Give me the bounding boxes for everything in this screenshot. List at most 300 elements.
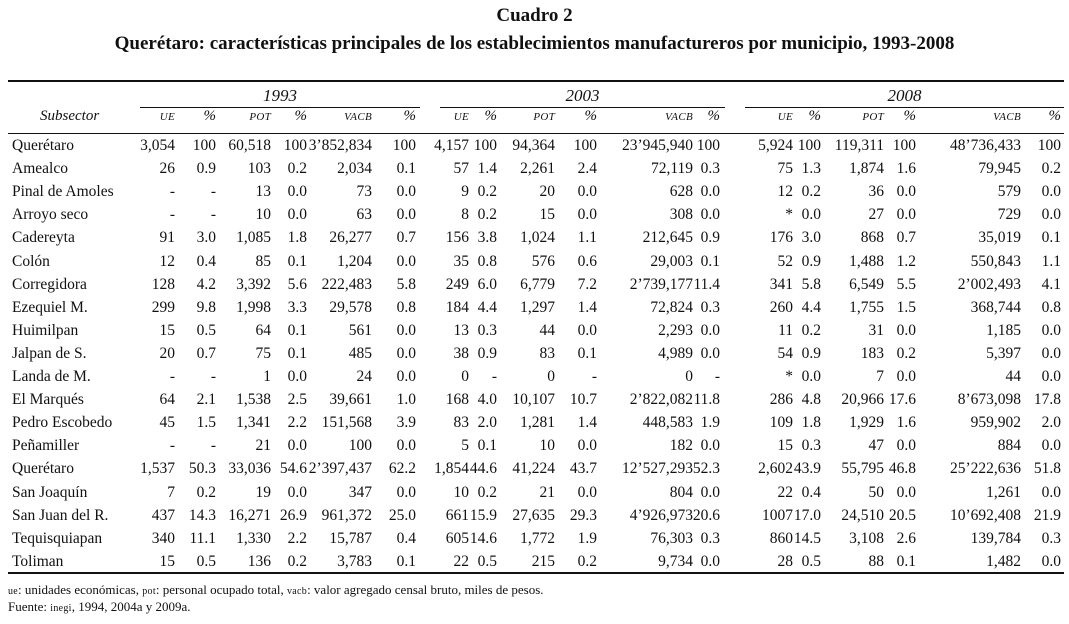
table-cell: 88 [868, 552, 884, 570]
table-cell: - [169, 183, 175, 201]
municipio-name: Amealco [12, 160, 68, 178]
table-cell: 3.0 [196, 229, 216, 247]
table-cell: 100 [392, 137, 416, 154]
table-cell: 2.0 [1041, 414, 1061, 432]
municipio-name: Pinal de Amoles [12, 183, 114, 201]
table-cell: 46.8 [888, 460, 916, 478]
year-label-2008: 2008 [887, 86, 922, 105]
table-cell: 76,303 [650, 529, 693, 547]
table-cell: 10 [539, 437, 555, 455]
year-rule-1993 [140, 107, 420, 108]
header-col-9: POT [533, 111, 555, 123]
table-cell: 28 [777, 552, 793, 570]
table-cell: 72,824 [650, 298, 693, 316]
table-cell: 0.0 [896, 183, 916, 201]
table-cell: 0.0 [801, 368, 821, 385]
table-cell: 9.8 [196, 298, 216, 316]
table-cell: 1,330 [236, 529, 271, 547]
table-cell: 1.5 [896, 298, 916, 316]
table-cell: 2’397,437 [308, 460, 372, 478]
table-cell: 33,036 [228, 460, 271, 478]
table-cell: 10.7 [569, 391, 597, 409]
table-cell: - [210, 206, 216, 224]
table-cell: 0.0 [1041, 344, 1061, 362]
year-label-1993: 1993 [263, 86, 297, 105]
table-cell: 4.1 [1041, 275, 1061, 293]
table-cell: 0.0 [287, 368, 307, 385]
header-col-3: POT [249, 111, 271, 123]
table-cell: 4.8 [801, 391, 821, 409]
table-cell: 0.0 [577, 483, 597, 501]
table-cell: 2.5 [287, 391, 307, 409]
table-cell: 6.0 [477, 275, 497, 293]
table-cell: 299 [151, 298, 175, 316]
table-cell: 3,783 [337, 552, 372, 570]
table-cell: 215 [531, 552, 555, 570]
table-cell: 5.6 [287, 275, 307, 293]
table-cell: 0.0 [801, 206, 821, 224]
table-cell: 0.2 [196, 483, 216, 501]
table-cell: 0.0 [396, 437, 416, 455]
table-cell: 868 [860, 229, 884, 247]
table-cell: 0.2 [801, 183, 821, 201]
abbreviations-note [8, 582, 544, 598]
table-cell: 12 [159, 252, 175, 270]
table-cell: 0.1 [896, 552, 916, 570]
table-cell: 8’673,098 [957, 391, 1021, 409]
municipio-name: Querétaro [12, 137, 74, 154]
table-cell: 8 [461, 206, 469, 224]
table-cell: 17.0 [793, 506, 821, 524]
municipio-name: Huimilpan [12, 321, 79, 339]
table-cell: 100 [797, 137, 821, 154]
table-cell: 100 [348, 437, 372, 455]
municipio-name: San Juan del R. [12, 506, 109, 524]
table-cell: 156 [445, 229, 469, 247]
table-cell: 1.4 [477, 160, 497, 178]
table-cell: 24 [356, 368, 372, 385]
table-cell: 5,924 [758, 137, 793, 154]
table-cell: 11 [778, 321, 793, 339]
table-cell: 5,397 [986, 344, 1021, 362]
table-cell: 35,019 [978, 229, 1021, 247]
table-cell: 6,549 [849, 275, 884, 293]
table-cell: 448,583 [642, 414, 693, 432]
table-cell: 17.6 [888, 391, 916, 409]
table-cell: 2.4 [577, 160, 597, 178]
table-cell: 16,271 [228, 506, 271, 524]
table-cell: 0.0 [1041, 483, 1061, 501]
table-cell: 25’222,636 [949, 460, 1021, 478]
table-cell: 1.8 [801, 414, 821, 432]
header-col-2: % [203, 108, 216, 124]
table-cell: 51.8 [1033, 460, 1061, 478]
table-cell: 5 [461, 437, 469, 455]
table-cell: 2,034 [337, 160, 372, 178]
table-cell: 576 [531, 252, 555, 270]
table-cell: 15,787 [329, 529, 372, 547]
table-cell: 15 [539, 206, 555, 224]
table-cell: 0.1 [700, 252, 720, 270]
municipio-name: Peñamiller [12, 437, 80, 455]
abbr-ue-text: : unidades económicas, [18, 582, 143, 597]
table-cell: 1.2 [896, 252, 916, 270]
table-cell: 63 [356, 206, 372, 224]
table-cell: 119,311 [834, 137, 884, 154]
table-cell: 2’739,177 [629, 275, 693, 293]
table-cell: 1.9 [700, 414, 720, 432]
table-cell: - [714, 368, 720, 385]
table-cell: 961,372 [321, 506, 372, 524]
table-cell: 15.9 [469, 506, 497, 524]
table-cell: 0.0 [700, 183, 720, 201]
table-cell: 1.8 [287, 229, 307, 247]
table-cell: 26 [159, 160, 175, 178]
abbr-vacb-text: : valor agregado censal bruto, miles de pesos. [307, 582, 544, 597]
table-cell: 1.6 [896, 414, 916, 432]
table-cell: 26,277 [329, 229, 372, 247]
municipio-name: San Joaquín [12, 483, 88, 501]
table-cell: 75 [255, 344, 271, 362]
table-cell: 20.5 [888, 506, 916, 524]
table-cell: 561 [348, 321, 372, 339]
table-cell: 12’527,293 [621, 460, 693, 478]
table-cell: 151,568 [321, 414, 372, 432]
table-cell: 1,185 [986, 321, 1021, 339]
table-title: Cuadro 2 [496, 5, 573, 26]
table-cell: 128 [151, 275, 175, 293]
table-cell: 605 [445, 529, 469, 547]
table-cell: 27 [868, 206, 884, 224]
table-cell: 0.2 [477, 206, 497, 224]
table-cell: 0.2 [896, 344, 916, 362]
table-cell: 48’736,433 [949, 137, 1021, 154]
table-cell: 0.0 [396, 368, 416, 385]
municipio-name: Pedro Escobedo [12, 414, 113, 432]
table-cell: 1,488 [849, 252, 884, 270]
source-inegi: inegi [50, 603, 72, 614]
table-cell: 1.1 [1041, 252, 1061, 270]
source-label: Fuente: [8, 599, 51, 614]
table-cell: 72,119 [650, 160, 693, 178]
table-cell: 44 [539, 321, 555, 339]
table-cell: 1,772 [520, 529, 555, 547]
table-cell: 1,297 [520, 298, 555, 316]
source-rest: , 1994, 2004a y 2009a. [71, 599, 191, 614]
table-cell: 0.0 [700, 483, 720, 501]
table-cell: 0.0 [700, 552, 720, 570]
table-cell: 3,108 [849, 529, 884, 547]
table-cell: 3,054 [140, 137, 175, 154]
table-cell: 13 [255, 183, 271, 201]
table-cell: * [785, 368, 793, 385]
table-cell: 3.3 [287, 298, 307, 316]
table-cell: 0.4 [801, 483, 821, 501]
year-label-2003: 2003 [565, 86, 600, 105]
year-rule-2003 [440, 107, 725, 108]
table-cell: 1007 [762, 506, 793, 524]
table-cell: 804 [669, 483, 693, 501]
table-cell: 13 [453, 321, 469, 339]
table-cell: - [210, 437, 216, 455]
table-cell: 52 [777, 252, 793, 270]
table-cell: 550,843 [970, 252, 1021, 270]
table-cell: 0.0 [1041, 321, 1061, 339]
table-cell: 1,929 [849, 414, 884, 432]
table-cell: 14.3 [188, 506, 216, 524]
table-cell: 22 [777, 483, 793, 501]
table-cell: 2’822,082 [629, 391, 693, 409]
table-cell: 14.6 [469, 529, 497, 547]
municipio-name: Corregidora [12, 275, 87, 293]
table-cell: 347 [348, 483, 372, 501]
table-cell: 0.9 [477, 344, 497, 362]
table-cell: 15 [159, 321, 175, 339]
table-cell: 2.2 [287, 529, 307, 547]
municipio-name: Arroyo seco [12, 206, 89, 224]
table-cell: 4’926,973 [629, 506, 693, 524]
table-cell: - [591, 368, 597, 385]
table-cell: 0.1 [396, 160, 416, 178]
table-cell: 661 [445, 506, 469, 524]
table-cell: - [210, 368, 216, 385]
table-cell: 0.5 [196, 321, 216, 339]
table-cell: 64 [159, 391, 175, 409]
table-cell: - [491, 368, 497, 385]
table-cell: 860 [769, 529, 793, 547]
table-cell: 184 [445, 298, 469, 316]
table-cell: 0.9 [801, 252, 821, 270]
table-cell: 5.5 [896, 275, 916, 293]
table-cell: 308 [669, 206, 693, 224]
table-cell: 0.7 [396, 229, 416, 247]
table-cell: 45 [159, 414, 175, 432]
header-col-10: % [584, 108, 597, 124]
municipio-name: Tequisquiapan [12, 529, 103, 547]
table-cell: 7.2 [577, 275, 597, 293]
table-cell: - [169, 437, 175, 455]
table-cell: 44 [1005, 368, 1021, 385]
table-cell: 0.0 [396, 344, 416, 362]
table-cell: 0.0 [287, 183, 307, 201]
table-cell: 0.2 [477, 483, 497, 501]
table-cell: 100 [892, 137, 916, 154]
table-cell: 15 [159, 552, 175, 570]
table-cell: 0.8 [396, 298, 416, 316]
table-cell: 4,989 [658, 344, 693, 362]
table-cell: 103 [247, 160, 271, 178]
table-cell: 183 [860, 344, 884, 362]
table-cell: 260 [769, 298, 793, 316]
table-cell: 1,874 [849, 160, 884, 178]
table-cell: 1.0 [396, 391, 416, 409]
table-cell: 1,537 [140, 460, 175, 478]
table-cell: 3’852,834 [308, 137, 372, 154]
table-cell: * [785, 206, 793, 224]
table-cell: 2,261 [520, 160, 555, 178]
table-cell: 22 [453, 552, 469, 570]
table-cell: 15 [777, 437, 793, 455]
header-subsector: Subsector [40, 108, 100, 124]
table-cell: 0.1 [287, 321, 307, 339]
table-cell: 11.4 [693, 275, 720, 293]
table-cell: 10,107 [512, 391, 555, 409]
header-col-7: UE [453, 111, 469, 123]
table-cell: 286 [769, 391, 793, 409]
header-col-5: VACB [344, 111, 372, 123]
table-cell: 55,795 [841, 460, 884, 478]
header-col-1: UE [159, 111, 175, 123]
table-cell: 0.2 [287, 160, 307, 178]
header-col-18: % [1048, 108, 1061, 124]
table-cell: 0.0 [287, 483, 307, 501]
table-cell: 0.3 [1041, 529, 1061, 547]
table-cell: 0.3 [700, 298, 720, 316]
table-cell: 7 [167, 483, 175, 501]
table-cell: 249 [445, 275, 469, 293]
table-cell: 39,661 [329, 391, 372, 409]
table-cell: 0.4 [396, 529, 416, 547]
table-cell: 0.8 [477, 252, 497, 270]
table-cell: 4.0 [477, 391, 497, 409]
table-cell: 44.6 [469, 460, 497, 478]
table-cell: 0.9 [196, 160, 216, 178]
header-col-14: % [808, 108, 821, 124]
table-cell: 79,945 [978, 160, 1021, 178]
abbr-vacb: vacb [286, 586, 308, 597]
table-cell: 0.7 [196, 344, 216, 362]
table-cell: 83 [539, 344, 555, 362]
table-cell: 0.2 [477, 183, 497, 201]
table-cell: 0.0 [896, 368, 916, 385]
table-cell: 25.0 [388, 506, 416, 524]
table-cell: 0.0 [700, 437, 720, 455]
table-cell: 139,784 [970, 529, 1021, 547]
table-cell: 54.6 [279, 460, 307, 478]
table-cell: 0.0 [287, 206, 307, 224]
table-cell: 0.3 [700, 160, 720, 178]
table-cell: 100 [283, 137, 307, 154]
table-cell: 29.3 [569, 506, 597, 524]
abbr-pot: pot [142, 586, 156, 597]
table-cell: 0.2 [287, 552, 307, 570]
table-cell: 100 [1037, 137, 1061, 154]
header-col-4: % [294, 108, 307, 124]
table-cell: 100 [192, 137, 216, 154]
table-cell: 14.5 [793, 529, 821, 547]
table-cell: 0.0 [396, 206, 416, 224]
abbr-pot-text: : personal ocupado total, [155, 582, 287, 597]
table-cell: 0.6 [577, 252, 597, 270]
table-cell: 1,024 [520, 229, 555, 247]
table-cell: 17.8 [1033, 391, 1061, 409]
table-cell: 136 [247, 552, 271, 570]
table-cell: 1,998 [236, 298, 271, 316]
header-col-12: % [707, 108, 720, 124]
table-cell: 0.0 [396, 183, 416, 201]
municipio-name: Jalpan de S. [12, 344, 87, 362]
table-cell: 1,538 [236, 391, 271, 409]
abbr-ue: ue [8, 586, 19, 597]
table-cell: - [169, 368, 175, 385]
table-cell: 0.0 [700, 321, 720, 339]
table-cell: 0.4 [196, 252, 216, 270]
table-cell: 0.1 [477, 437, 497, 455]
table-cell: 4.4 [477, 298, 497, 316]
table-cell: 20 [159, 344, 175, 362]
table-cell: 2.6 [896, 529, 916, 547]
table-cell: 27,635 [512, 506, 555, 524]
table-cell: 1,755 [849, 298, 884, 316]
table-cell: 91 [159, 229, 175, 247]
table-cell: 57 [453, 160, 469, 178]
table-cell: 0.0 [896, 437, 916, 455]
table-cell: 43.9 [793, 460, 821, 478]
top-rule [8, 80, 1064, 82]
table-cell: 20,966 [841, 391, 884, 409]
table-cell: 0.3 [477, 321, 497, 339]
table-cell: 0.7 [896, 229, 916, 247]
table-cell: 1.6 [896, 160, 916, 178]
table-cell: 41,224 [512, 460, 555, 478]
table-cell: 0.8 [1041, 298, 1061, 316]
table-cell: 0 [461, 368, 469, 385]
table-cell: 21 [539, 483, 555, 501]
table-cell: 0.0 [1041, 183, 1061, 201]
table-cell: 35 [453, 252, 469, 270]
table-cell: 1.9 [577, 529, 597, 547]
table-cell: 176 [769, 229, 793, 247]
table-cell: 11.8 [693, 391, 720, 409]
table-cell: 0.2 [801, 321, 821, 339]
table-cell: 1.4 [577, 298, 597, 316]
table-cell: 0.2 [1041, 160, 1061, 178]
municipio-name: Landa de M. [12, 368, 91, 385]
table-cell: 43.7 [569, 460, 597, 478]
table-cell: 884 [997, 437, 1021, 455]
table-cell: 85 [255, 252, 271, 270]
table-cell: 0.0 [577, 183, 597, 201]
table-cell: 6,779 [520, 275, 555, 293]
table-cell: 0.5 [477, 552, 497, 570]
table-cell: 2.0 [477, 414, 497, 432]
table-cell: 0.9 [700, 229, 720, 247]
table-subtitle: Querétaro: características principales de los establecimientos manufactureros por municipio, 1993-2008 [114, 33, 955, 54]
table-cell: 168 [445, 391, 469, 409]
table-cell: 340 [151, 529, 175, 547]
header-col-15: POT [862, 111, 884, 123]
table-cell: 579 [997, 183, 1021, 201]
table-cell: 73 [356, 183, 372, 201]
table-cell: 0.0 [896, 206, 916, 224]
table-cell: 26.9 [279, 506, 307, 524]
table-cell: 20 [539, 183, 555, 201]
table-cell: 1,261 [986, 483, 1021, 501]
table-cell: 0.1 [1041, 229, 1061, 247]
table-cell: 0.1 [287, 344, 307, 362]
table-cell: 222,483 [321, 275, 372, 293]
table-cell: 100 [473, 137, 497, 154]
table-cell: 19 [255, 483, 271, 501]
table-cell: 0.0 [577, 437, 597, 455]
table-cell: 212,645 [642, 229, 693, 247]
table-cell: 0.0 [396, 483, 416, 501]
table-cell: 94,364 [512, 137, 555, 154]
table-cell: 437 [151, 506, 175, 524]
table-cell: 341 [769, 275, 793, 293]
table-cell: 21.9 [1033, 506, 1061, 524]
table-cell: 0.5 [801, 552, 821, 570]
